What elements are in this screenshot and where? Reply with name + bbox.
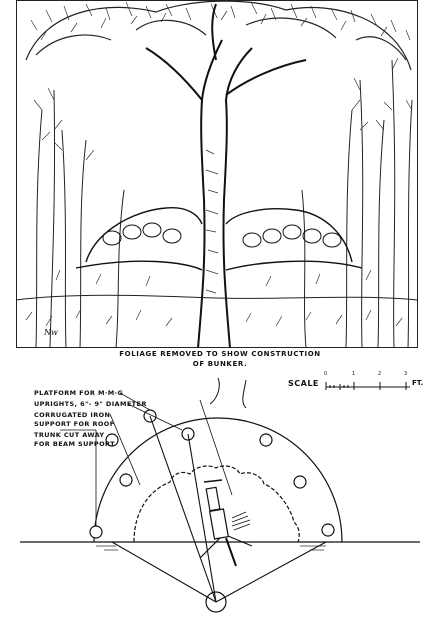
label-platform: PLATFORM FOR M·M·G — [34, 389, 124, 397]
illustration-caption-line-1: FOLIAGE REMOVED TO SHOW CONSTRUCTION — [119, 350, 321, 358]
label-trunk-cut-away: TRUNK CUT AWAY — [34, 431, 105, 439]
scale-label: SCALE — [288, 379, 319, 388]
scale-tick-1: 1 — [352, 371, 356, 377]
label-corrugated-iron: CORRUGATED IRON — [34, 411, 111, 419]
label-uprights: UPRIGHTS, 6"- 9" DIAMETER — [34, 400, 147, 408]
scale-tick-2: 2 — [378, 371, 382, 377]
scale-unit: FT. — [412, 379, 424, 387]
illustration-caption-line-2: OF BUNKER. — [192, 360, 248, 368]
bunker-illustration — [16, 0, 418, 348]
scale-tick-0: 0 — [324, 371, 328, 377]
label-beam-support: FOR BEAM SUPPORT — [34, 440, 115, 448]
label-roof-support: SUPPORT FOR ROOF — [34, 420, 115, 428]
scale-tick-3: 3 — [404, 371, 408, 377]
artist-signature: Nw — [44, 328, 58, 337]
